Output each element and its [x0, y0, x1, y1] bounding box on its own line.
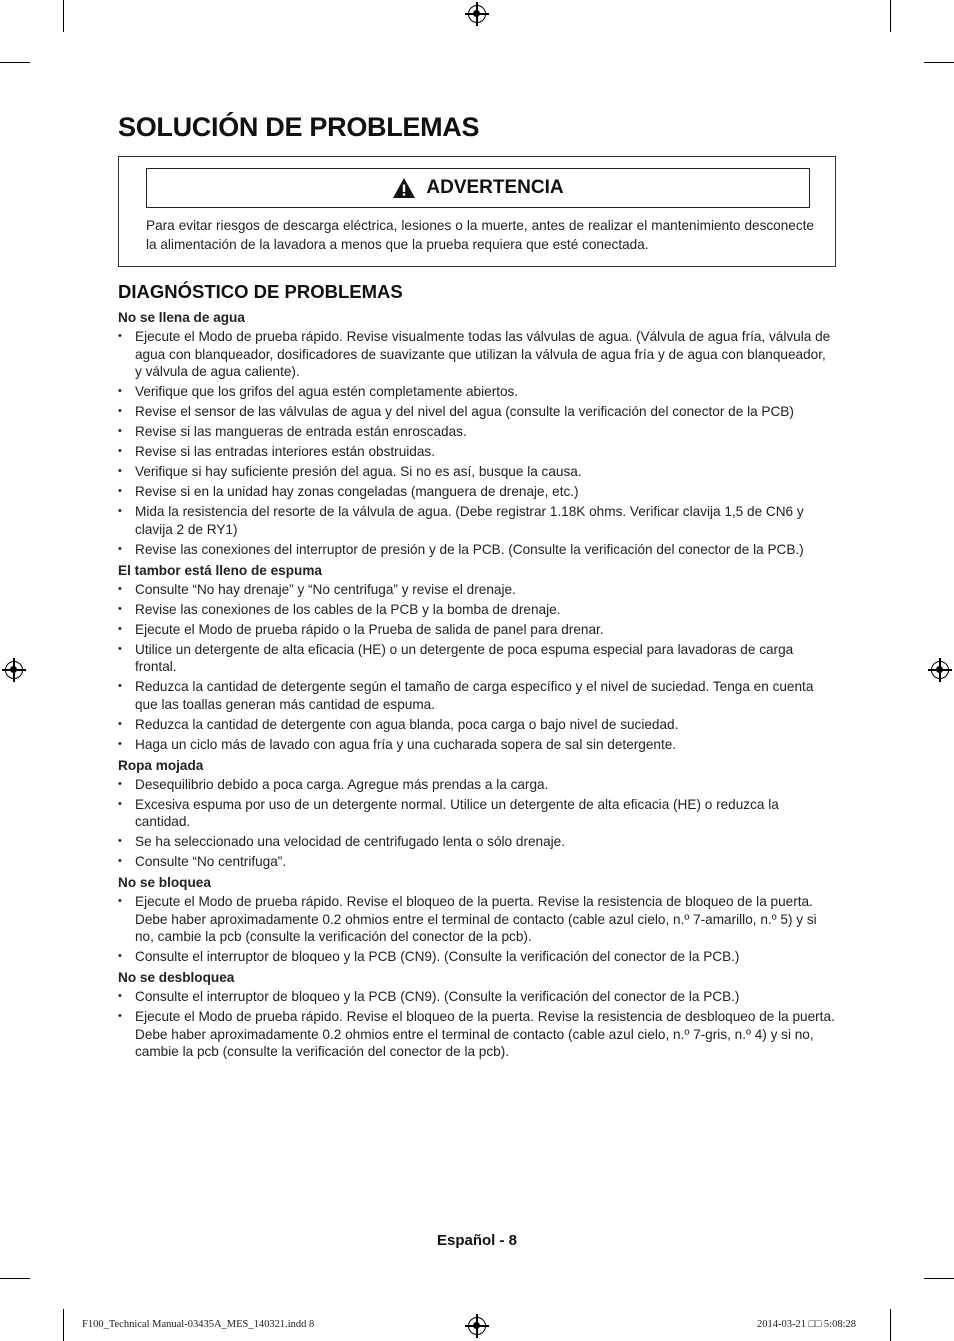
list-item: • Ejecute el Modo de prueba rápido. Revise el bloqueo de la puerta. Revise la resistencia de desbloqueo de la puerta. Debe haber aproximadamente 0.2 ohmios entre el terminal de contacto (cable azul cielo, n.º 7-gris, n.º 4) y si no, cambie la pcb (consulte la verificación del conector de la pcb).: [118, 1008, 836, 1061]
warning-text: Para evitar riesgos de descarga eléctrica, lesiones o la muerte, antes de realizar el mantenimiento desconecte la alimentación de la lavadora a menos que la prueba requiera que esté conectada.: [146, 218, 814, 252]
bullet-list: [118, 581, 836, 754]
list-item: • Consulte “No hay drenaje” y “No centrifuga” y revise el drenaje.: [118, 581, 836, 599]
registration-mark-icon: [468, 5, 486, 23]
registration-mark-icon: [5, 661, 23, 679]
list-item: • Haga un ciclo más de lavado con agua fría y una cucharada sopera de sal sin detergente.: [118, 736, 836, 754]
page-title: SOLUCIÓN DE PROBLEMAS: [118, 112, 480, 142]
list-item: • Ejecute el Modo de prueba rápido o la Prueba de salida de panel para drenar.: [118, 621, 836, 639]
list-item: • Ejecute el Modo de prueba rápido. Revise visualmente todas las válvulas de agua. (Válvula de agua fría, válvula de agua con blanqueador, dosificadores de suavizante que utilizan la válvula de agua fría y de agua con blanqueador, y válvula de agua caliente).: [118, 328, 836, 381]
list-item: • Revise si las mangueras de entrada están enroscadas.: [118, 423, 836, 441]
bullet-list: [118, 328, 836, 558]
crop-mark: [924, 62, 954, 63]
crop-mark: [0, 62, 30, 63]
list-item: • Revise el sensor de las válvulas de agua y del nivel del agua (consulte la verificación del conector de la PCB): [118, 403, 836, 421]
group-title: El tambor está lleno de espuma: [118, 562, 322, 578]
bullet-list: [118, 893, 836, 966]
list-item: • Revise si las entradas interiores están obstruidas.: [118, 443, 836, 461]
list-item: • Utilice un detergente de alta eficacia (HE) o un detergente de poca espuma especial para lavadoras de carga frontal.: [118, 641, 836, 676]
warning-box: [118, 156, 836, 267]
group-title: No se llena de agua: [118, 310, 245, 325]
list-item: • Revise las conexiones de los cables de la PCB y la bomba de drenaje.: [118, 601, 836, 619]
warning-title: ADVERTENCIA: [426, 177, 564, 198]
slug-date: 2014-03-21 □□ 5:08:28: [757, 1319, 857, 1330]
crop-mark: [890, 0, 891, 32]
list-item: • Excesiva espuma por uso de un detergente normal. Utilice un detergente de alta eficacia (HE) o reduzca la cantidad.: [118, 796, 836, 831]
crop-mark: [0, 1278, 30, 1279]
list-item: • Desequilibrio debido a poca carga. Agregue más prendas a la carga.: [118, 776, 836, 794]
crop-mark: [924, 1278, 954, 1279]
bullet-list: [118, 988, 836, 1061]
list-item: • Revise las conexiones del interruptor de presión y de la PCB. (Consulte la verificación del conector de la PCB.): [118, 541, 836, 559]
group-title: Ropa mojada: [118, 757, 204, 773]
warning-header: [146, 168, 810, 208]
crop-mark: [63, 0, 64, 32]
group-title: No se bloquea: [118, 875, 211, 890]
list-item: • Mida la resistencia del resorte de la válvula de agua. (Debe registrar 1.18K ohms. Verificar clavija 1,5 de CN6 y clavija 2 de RY1): [118, 503, 836, 538]
crop-mark: [63, 1309, 64, 1341]
list-item: • Reduzca la cantidad de detergente según el tamaño de carga específico y el nivel de suciedad. Tenga en cuenta que las toallas generan más cantidad de espuma.: [118, 678, 836, 713]
list-item: • Ejecute el Modo de prueba rápido. Revise el bloqueo de la puerta. Revise la resistencia de bloqueo de la puerta. Debe haber aproximadamente 0.2 ohmios entre el terminal de contacto (cable azul cielo, n.º 7-amarillo, n.º 5) y si no, cambie la pcb (consulte la verificación del conector de la pcb).: [118, 893, 836, 946]
bullet-list: [118, 776, 836, 871]
list-item: • Revise si en la unidad hay zonas congeladas (manguera de drenaje, etc.): [118, 483, 836, 501]
diagnosis-content: [118, 308, 836, 1063]
list-item: • Consulte “No centrifuga”.: [118, 853, 836, 871]
group-title: No se desbloquea: [118, 970, 235, 985]
crop-mark: [890, 1309, 891, 1341]
registration-mark-icon: [468, 1317, 486, 1335]
list-item: • Se ha seleccionado una velocidad de centrifugado lenta o sólo drenaje.: [118, 833, 836, 851]
list-item: • Reduzca la cantidad de detergente con agua blanda, poca carga o bajo nivel de suciedad.: [118, 716, 836, 734]
list-item: • Verifique si hay suficiente presión del agua. Si no es así, busque la causa.: [118, 463, 836, 481]
list-item: • Consulte el interruptor de bloqueo y la PCB (CN9). (Consulte la verificación del conector de la PCB.): [118, 988, 836, 1006]
registration-mark-icon: [931, 661, 949, 679]
section-title: DIAGNÓSTICO DE PROBLEMAS: [118, 281, 403, 302]
page-number: Español - 8: [436, 1232, 518, 1249]
slug-file: F100_Technical Manual-03435A_MES_140321.indd 8: [82, 1319, 315, 1330]
list-item: • Verifique que los grifos del agua estén completamente abiertos.: [118, 383, 836, 401]
list-item: • Consulte el interruptor de bloqueo y la PCB (CN9). (Consulte la verificación del conector de la PCB.): [118, 948, 836, 966]
warning-triangle-icon: [392, 177, 416, 199]
